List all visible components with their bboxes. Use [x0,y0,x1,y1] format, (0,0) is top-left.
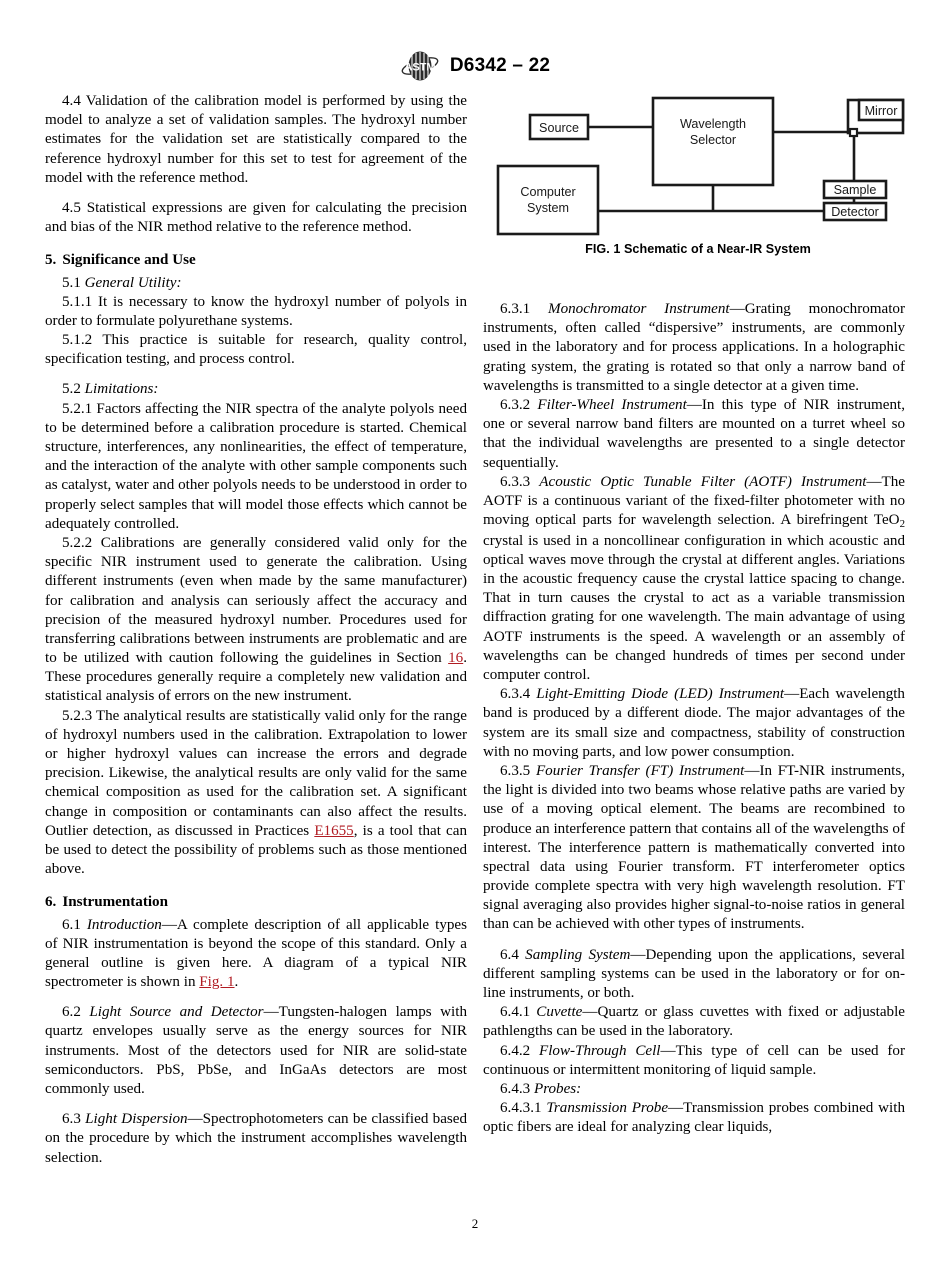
heading-6-text: Instrumentation [62,894,168,911]
page-header [0,46,950,86]
paragraph-6-3-title: Light Dispersion [85,1111,188,1128]
paragraph-6-3-number: 6.3 [62,1111,81,1128]
astm-logo-icon [400,49,440,83]
paragraph-6-3-1 [483,300,905,396]
paragraph-6-4-3-1-number: 6.4.3.1 [500,1100,542,1117]
paragraph-6-4-1 [483,1003,905,1041]
teo2-subscript: 2 [899,517,905,530]
paragraph-5-2-title: Limitations: [84,381,159,398]
paragraph-6-4-1-number: 6.4.1 [500,1004,531,1021]
paragraph-5-2-2-text-b: . These procedures generally require a completely new validation and statistical analysis of errors on the new instrument. [45,650,467,705]
paragraph-6-4-1-title: Cuvette [536,1004,583,1021]
paragraph-6-4-2 [483,1042,905,1080]
paragraph-6-2-title: Light Source and Detector [89,1004,264,1021]
figure-label-mirror: Mirror [864,104,898,118]
paragraph-6-3-2-body: —In this type of NIR instrument, one or several narrow band filters are mounted on a turret wheel so that the individual wavelengths are presented to a single detector sequentially. [483,396,905,471]
paragraph-6-4-2-title: Flow-Through Cell [539,1042,661,1059]
paragraph-6-4-body: —Depending upon the applications, several different sampling systems can be used in the laboratory or for on-line instruments, or both. [483,946,905,1002]
paragraph-6-1-text-a: —A complete description of all applicable types of NIR instrumentation is beyond the scope of this standard. Only a general outline is given here. A diagram of a typical NIR spectrometer is shown in [45,916,467,991]
figure-box-wavelength-selector [653,98,773,185]
paragraph-6-3-2 [483,396,905,473]
figure-label-computer-line1: Computer [520,185,576,199]
paragraph-6-3-4-title: Light-Emitting Diode (LED) Instrument [536,686,785,703]
figure-caption: FIG. 1 Schematic of a Near-IR System [585,242,811,256]
paragraph-6-4-3 [483,1080,905,1099]
paragraph-6-4-3-number: 6.4.3 [500,1080,531,1097]
paragraph-6-3-4-number: 6.3.4 [500,686,531,703]
paragraph-6-3-5 [483,762,905,935]
page-number: 2 [471,1216,479,1231]
paragraph-6-4-1-body: —Quartz or glass cuvettes with fixed or adjustable pathlengths can be used in the laboratory. [483,1004,905,1040]
svg-text:ASTM: ASTM [404,61,436,74]
paragraph-5-2 [45,380,467,399]
paragraph-6-1-text-b: . [234,974,239,991]
paragraph-5-2-number: 5.2 [62,381,81,398]
document-number: D6342 – 22 [449,55,551,76]
paragraph-4-5: 4.5 Statistical expressions are given for calculating the precision and bias of the NIR method relative to the reference method. [45,199,467,236]
paragraph-6-3-3-body-a: —The AOTF is a continuous variant of the fixed-filter photometer with no moving optical parts for wavelength selection. A birefringent TeO [483,473,905,529]
paragraph-6-3-1-body: —Grating monochromator instruments, often called “dispersive” instruments, are commonly used in the laboratory and for process applications. In a holographic grating system, the grating is rotated so that only a narrow band of wavelengths is transmitted to a single detector at a given time. [483,301,906,394]
paragraph-6-3 [45,1110,467,1168]
paragraph-6-4-3-1-body: —Transmission probes combined with optic fibers are ideal for analyzing clear liquids, [483,1100,905,1136]
paragraph-6-3-3-body-b: crystal is used in a noncollinear configuration in which acoustic and optical waves move through the crystal at different angles. Variations in the acoustic frequency cause the crystal lattice spacing to change. That in turn causes the crystal to act as a variable transmission diffraction grating for one wavelength. The main advantage of using AOTF instruments is the speed. A wavelength or an assembly of wavelengths can be changed hundreds of times per second under computer control. [483,532,905,684]
paragraph-6-1-number: 6.1 [62,916,81,933]
paragraph-6-3-body: —Spectrophotometers can be classified based on the procedure by which the instrument accomplishes wavelength selection. [45,1111,468,1166]
paragraph-6-2-number: 6.2 [62,1004,81,1021]
paragraph-6-3-3-title: Acoustic Optic Tunable Filter (AOTF) Instrument [539,473,867,490]
figure-label-wavelength-selector-line1: Wavelength [679,117,747,131]
practices-e1655-link[interactable]: E1655 [314,822,354,839]
figure-1 [488,88,908,256]
paragraph-6-3-2-title: Filter-Wheel Instrument [537,396,687,413]
figure-box-sample [824,181,886,198]
paragraph-6-3-1-number: 6.3.1 [500,301,531,317]
heading-6-number: 6. [45,894,57,911]
paragraph-5-1-1: 5.1.1 It is necessary to know the hydroxyl number of polyols in order to formulate polyurethane systems. [45,293,467,329]
paragraph-6-4-3-1-title: Transmission Probe [546,1100,669,1117]
right-text-column [483,300,905,1138]
paragraph-5-1-title: General Utility: [84,274,182,291]
paragraph-5-2-3-text-a: 5.2.3 The analytical results are statistically valid only for the range of hydroxyl numbers used in the calibration. Extrapolation to lower or higher hydroxyl values can increase the errors and degrade precision. Likewise, the analytical results are only valid for the same chemical composition as used for the calibration set. A significant change in composition or contaminants can also affect the results. Outlier detection, as discussed in Practices [45,707,467,839]
paragraph-5-1-2: 5.1.2 This practice is suitable for research, quality control, specification testing, and process control. [45,332,467,368]
section-16-link[interactable]: 16 [448,650,464,667]
figure-label-sample: Sample [833,183,877,197]
figure-label-wavelength-selector-line2: Selector [689,133,737,147]
paragraph-6-1-title: Introduction [86,916,162,933]
figure-label-computer-line2: System [527,201,569,215]
paragraph-6-4-title: Sampling System [525,946,631,963]
paragraph-5-2-3-text-b: , is a tool that can be used to detect the possibility of problems such as those mentioned above. [45,822,467,878]
paragraph-6-3-2-number: 6.3.2 [500,396,531,413]
paragraph-6-4-2-body: —This type of cell can be used for continuous or intermittent monitoring of liquid sample. [483,1042,905,1078]
paragraph-6-1 [45,916,467,993]
figure-box-detector [824,203,886,220]
figure-1-link[interactable]: Fig. 1 [199,974,235,991]
paragraph-4-4: 4.4 Validation of the calibration model is performed by using the model to analyze a set of validation samples. The hydroxyl number estimates for the validation set are statistically compared to the reference hydroxyl number for this set to test for agreement of the model with the reference method. [45,93,467,186]
figure-box-computer-system [498,166,598,234]
heading-5-number: 5. [45,252,57,269]
paragraph-5-2-2 [45,534,467,707]
heading-5 [45,251,467,270]
paragraph-6-3-5-title: Fourier Transfer (FT) Instrument [535,762,745,779]
near-ir-system-schematic [488,88,908,238]
paragraph-6-3-4-body: —Each wavelength band is produced by a different diode. The major advantages of the system are its small size and compactness, stability of construction with no moving parts, and low power consumption. [483,686,905,760]
paragraph-6-4-2-number: 6.4.2 [500,1042,531,1059]
paragraph-6-4-3-title: Probes: [533,1080,582,1097]
figure-label-detector: Detector [831,205,879,219]
paragraph-6-3-5-number: 6.3.5 [500,762,531,779]
paragraph-6-3-1-title: Monochromator Instrument [548,301,730,317]
paragraph-6-2 [45,1003,467,1099]
paragraph-6-3-3-number: 6.3.3 [500,473,531,490]
paragraph-6-4-number: 6.4 [500,946,519,963]
heading-5-text: Significance and Use [62,252,196,269]
paragraph-5-2-1: 5.2.1 Factors affecting the NIR spectra of the analyte polyols need to be determined before a calibration procedure is started. Chemical structure, interferences, any nonlinearities, the effect of temperature, and the interaction of the analyte with other sample components such as catalyst, water and other polyols needs to be understood in order to properly select samples that will model those effects which cannot be adequately controlled. [45,400,467,532]
figure-box-source [530,115,588,139]
paragraph-5-1 [45,274,467,293]
paragraph-5-2-3 [45,707,467,880]
paragraph-6-3-4 [483,685,905,762]
paragraph-6-2-body: —Tungsten-halogen lamps with quartz envelopes usually serve as the energy sources for NIR instruments. Most of the detectors used for NIR are solid-state semiconductors. PbS, PbSe, and InGaAs detectors are most commonly used. [45,1004,467,1097]
paragraph-5-1-number: 5.1 [62,274,81,291]
left-text-column [45,92,467,1168]
paragraph-6-4-3-1 [483,1099,905,1137]
paragraph-5-2-2-text-a: 5.2.2 Calibrations are generally considered valid only for the specific NIR instrument used to generate the calibration. Using different instruments (even when made by the same manufacturer) for calibration and analysis can seriously affect the accuracy and precision of the measured hydroxyl number. Procedures used for transferring calibrations between instruments are problematic and are to be utilized with caution following the guidelines in Section [45,534,467,667]
paragraph-6-3-5-body: —In FT-NIR instruments, the light is divided into two beams whose relative paths are varied by use of a moving optical element. The beams are recombined to produce an interference pattern that contains all of the wavelengths of interest. The interference pattern is mathematically converted into spectral data using Fourier transform. FT interferometer optics provide complete spectra with very high wavelength resolution. FT signal averaging also provides higher signal-to-noise ratios in general than can be achieved with other types of instruments. [483,762,905,933]
figure-box-mirror [848,100,903,136]
heading-6 [45,893,467,912]
paragraph-6-4 [483,946,905,1004]
paragraph-6-3-3 [483,473,905,686]
figure-label-source: Source [539,121,579,135]
